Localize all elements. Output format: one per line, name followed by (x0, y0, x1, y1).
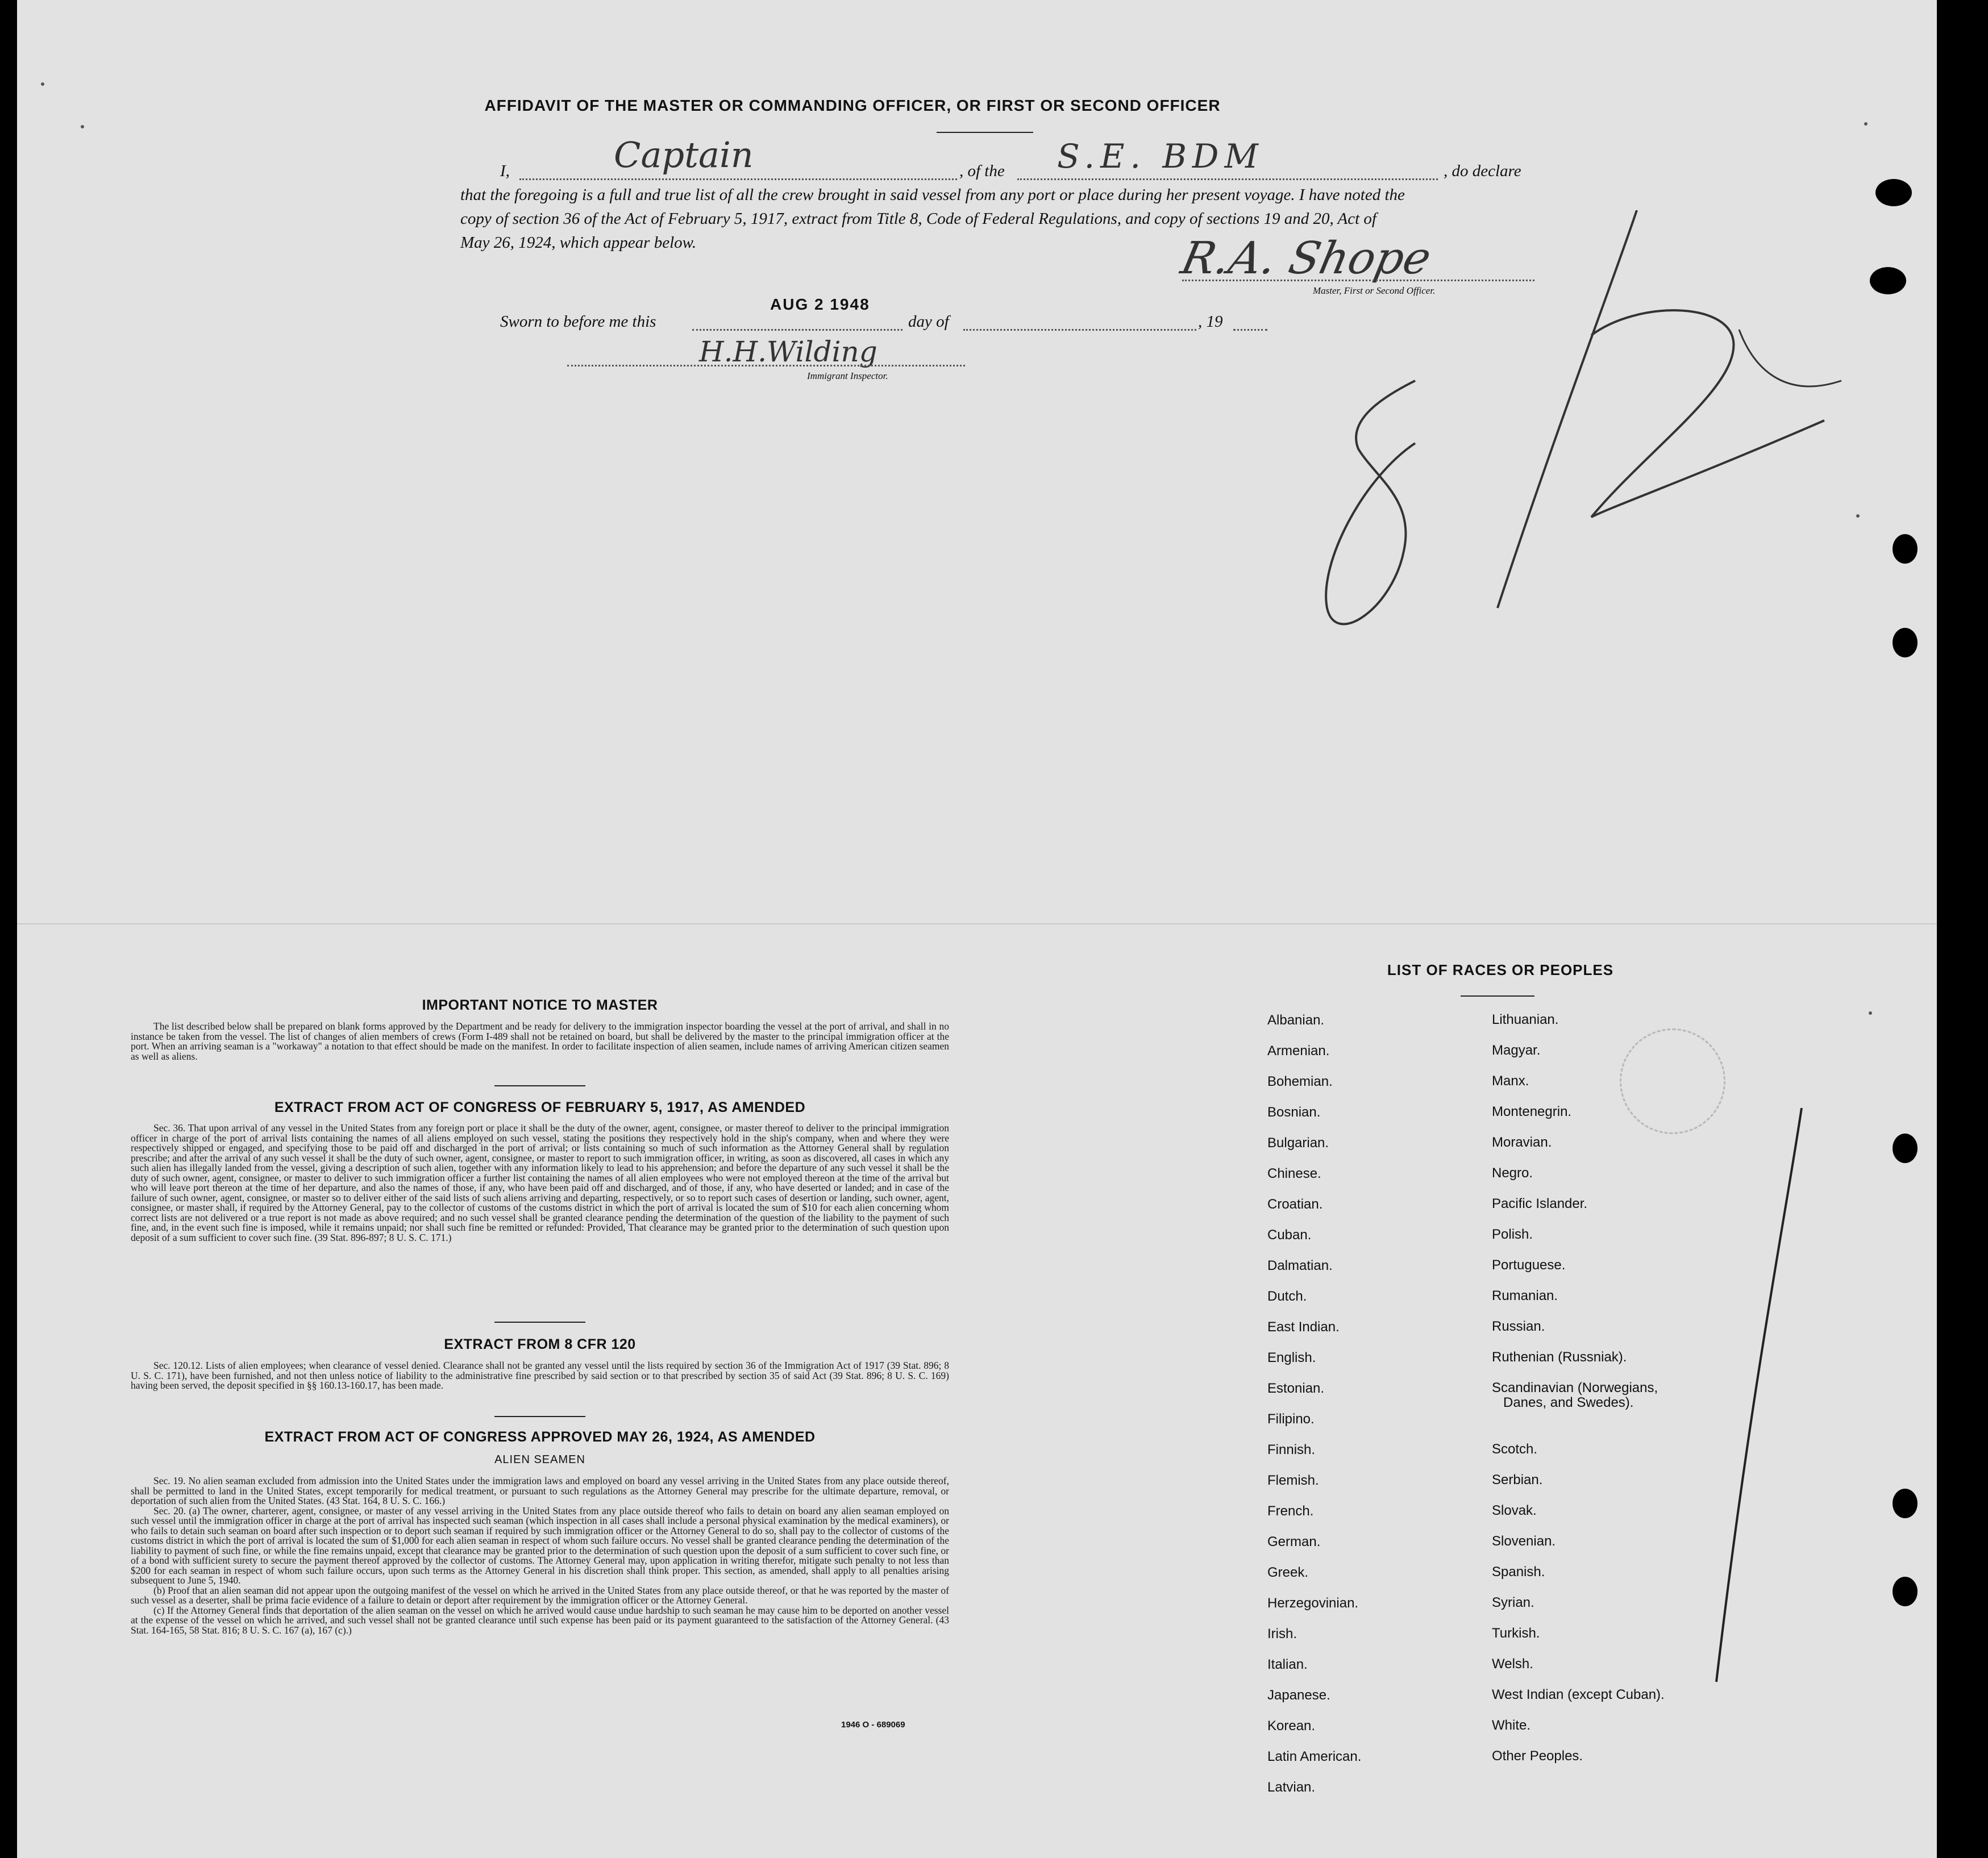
date-stamp: AUG 2 1948 (770, 295, 870, 313)
race-item: Spanish. (1492, 1564, 1545, 1580)
speck (1856, 514, 1860, 518)
race-item: Montenegrin. (1492, 1104, 1572, 1119)
notice-title: IMPORTANT NOTICE TO MASTER (422, 997, 658, 1013)
vessel-handwriting: S.E. BDM (1057, 137, 1264, 176)
speck (1869, 1011, 1872, 1015)
punch-hole (1893, 1489, 1918, 1518)
punch-hole (1875, 179, 1912, 206)
race-item: Turkish. (1492, 1626, 1540, 1641)
race-item: Finnish. (1267, 1442, 1316, 1457)
race-item: Negro. (1492, 1165, 1533, 1181)
sworn-label: Sworn to before me this (500, 313, 656, 331)
year-label: , 19 (1198, 313, 1223, 331)
extract-1917-title: EXTRACT FROM ACT OF CONGRESS OF FEBRUARY 5, 1917, AS AMENDED (274, 1099, 806, 1115)
race-item: Russian. (1492, 1319, 1545, 1334)
declaration-line-3: copy of section 36 of the Act of February 5, 1917, extract from Title 8, Code of Federal Regulations, and copy of sections 19 and 20, Act of (460, 210, 1376, 228)
race-item: Japanese. (1267, 1688, 1330, 1703)
race-item: Magyar. (1492, 1043, 1541, 1058)
cfr-paragraph: Sec. 120.12. Lists of alien employees; when clearance of vessel denied. Clearance shall not be granted any vessel until the lists required by section 36 of the Immigration Act of 1917 (39 Stat. 896; 8 U. S. C. 171), have been furnished, and not then unless notice of liability to the administrative fine prescribed by said section or to that prescribed by section 35 of said Act (39 Stat. 896; 8 U. S. C. 169) having been served, the deposit specified in §§ 160.13-160.17, has been made. (131, 1360, 949, 1391)
race-item: Croatian. (1267, 1197, 1323, 1212)
race-item: Latvian. (1267, 1780, 1316, 1795)
race-item: Rumanian. (1492, 1288, 1558, 1303)
race-item: Slovak. (1492, 1503, 1537, 1518)
captain-handwriting: Captain (614, 134, 754, 176)
race-item: Moravian. (1492, 1135, 1552, 1150)
punch-hole (1893, 628, 1918, 657)
race-item: Bulgarian. (1267, 1135, 1329, 1151)
race-item: Armenian. (1267, 1043, 1330, 1059)
notice-paragraph: The list described below shall be prepared on blank forms approved by the Department and be ready for delivery to the immigration inspector boarding the vessel at the port of arrival, and shall in no instance be taken from the vessel. The list of changes of alien members of crews (Form I-489 shall not be retained on board, but shall be delivered by the master to the principal immigration officer at the port. When an arriving seaman is a "workaway" a notation to that effect should be made on the manifest. In order to facilitate inspection of alien seamen, include names of arriving American citizen seamen as well as aliens. (131, 1020, 949, 1062)
handwritten-number-812 (1296, 210, 1864, 642)
handwritten-check-stroke (1699, 1108, 1813, 1699)
section-20c-paragraph: (c) If the Attorney General finds that deportation of the alien seaman on the vessel on which he arrived would cause undue hardship to such seaman he may cause him to be deported on another vessel at the expense of the vessel on which he arrived, and such vessel shall not be granted clearance until such expense has been paid or its payment guaranteed to the satisfaction of the Attorney General. (43 Stat. 164-165, 58 Stat. 816; 8 U. S. C. 167 (a), 167 (c).) (131, 1604, 949, 1636)
punch-hole (1870, 267, 1906, 294)
declaration-line-2: that the foregoing is a full and true list of all the crew brought in said vessel from any port or place during her present voyage. I have noted the (460, 186, 1405, 204)
inspector-line (567, 365, 965, 366)
sworn-line (500, 295, 1296, 335)
races-title: LIST OF RACES OR PEOPLES (1387, 961, 1614, 978)
section-20a-paragraph: Sec. 20. (a) The owner, charterer, agent, consignee, or master of any vessel arriving in the United States from any place outside thereof who fails to detain on board any alien seaman employed on such vessel until the immigration officer in charge at the port of arrival has inspected such seaman (which inspection in all cases shall include a personal physical examination by the medical examiners), or who fails to detain such seaman on board after such inspection or to deport such seaman if required by such immigration officer or the Attorney General to do so, shall pay to the collector of customs of the customs district in which the port of arrival is located the sum of $1,000 for each alien seaman in respect of whom such failure occurs. No vessel shall be granted clearance pending the determination of the liability to payment of such fine, or while the fine remains unpaid, except that clearance may be granted prior to the determination of such question upon the deposit of a sum sufficient to cover such fine, or of a bond with sufficient surety to secure the payment thereof approved by the collector of customs. The Attorney General may, upon application in writing therefor, mitigate such penalty to not less than $200 for each seaman in respect of whom such failure occurs, upon such terms as the Attorney General in his discretion shall think proper. This section, as amended, shall apply to all penalties arising subsequent to June 5, 1940. (131, 1505, 949, 1586)
title-rule (937, 132, 1033, 133)
races-rule (1461, 995, 1534, 997)
race-item: Dutch. (1267, 1289, 1307, 1304)
extract-1924-body (131, 1476, 949, 1635)
punch-hole (1893, 1577, 1918, 1606)
race-item: English. (1267, 1350, 1316, 1365)
race-item: Flemish. (1267, 1473, 1319, 1488)
rule-3 (494, 1416, 585, 1417)
declare-label: , do declare (1444, 162, 1521, 180)
master-signature: R.A. Shope (1176, 233, 1436, 284)
race-item: Lithuanian. (1492, 1012, 1559, 1027)
race-item: Scandinavian (Norwegians, Danes, and Swedes). (1492, 1380, 1658, 1410)
race-item: Ruthenian (Russniak). (1492, 1349, 1627, 1365)
race-item: Filipino. (1267, 1411, 1315, 1427)
race-item: Welsh. (1492, 1656, 1533, 1672)
rule-1 (494, 1085, 585, 1086)
section-19-paragraph: Sec. 19. No alien seaman excluded from admission into the United States under the immigration laws and employed on board any vessel arriving in the United States from any place outside thereof, shall be permitted to land in the United States, except temporarily for medical treatment, or pursuant to such regulations as the Attorney General may prescribe for the ultimate departure, removal, or deportation of such alien from the United States. (43 Stat. 164, 8 U. S. C. 166.) (131, 1475, 949, 1506)
race-item: Bohemian. (1267, 1074, 1333, 1089)
declaration-line-4: May 26, 1924, which appear below. (460, 234, 697, 252)
i-label: I, (500, 162, 510, 180)
fold-line (17, 923, 1937, 924)
inspector-signature: H.H.Wilding (699, 335, 877, 368)
race-item: Irish. (1267, 1626, 1297, 1642)
race-item: Albanian. (1267, 1013, 1325, 1028)
inspector-caption: Immigrant Inspector. (807, 370, 888, 381)
race-item: Manx. (1492, 1073, 1529, 1089)
punch-hole (1893, 534, 1918, 564)
race-item: Herzegovinian. (1267, 1595, 1359, 1611)
race-item: Serbian. (1492, 1472, 1543, 1488)
day-of-label: day of (908, 313, 949, 331)
section-20b-paragraph: (b) Proof that an alien seaman did not appear upon the outgoing manifest of the vessel on which he arrived in the United States from any place outside thereof, or that he was reported by the master of such vessel as a deserter, shall be prima facie evidence of a failure to detain or deport after requirement by the immigration officer or the Attorney General. (131, 1584, 949, 1606)
punch-hole (1893, 1134, 1918, 1163)
race-item: Greek. (1267, 1565, 1309, 1580)
year-blank (1233, 329, 1267, 331)
race-item: German. (1267, 1534, 1321, 1549)
faint-seal-impression (1620, 1028, 1725, 1134)
document-page (17, 0, 1937, 1858)
race-item: Polish. (1492, 1227, 1533, 1242)
race-item: Pacific Islander. (1492, 1196, 1588, 1211)
vessel-blank (1017, 178, 1438, 180)
race-item: Other Peoples. (1492, 1748, 1583, 1764)
notice-body (131, 1022, 949, 1061)
race-item: Syrian. (1492, 1595, 1534, 1610)
race-item: Bosnian. (1267, 1105, 1321, 1120)
race-item: Portuguese. (1492, 1257, 1566, 1273)
race-item: Chinese. (1267, 1166, 1321, 1181)
race-item: White. (1492, 1718, 1531, 1733)
rule-2 (494, 1322, 585, 1323)
race-item: East Indian. (1267, 1319, 1340, 1335)
month-blank (963, 329, 1196, 331)
sworn-day-blank (692, 329, 902, 331)
race-item: Italian. (1267, 1657, 1308, 1672)
affidavit-title: AFFIDAVIT OF THE MASTER OR COMMANDING OFFICER, OR FIRST OR SECOND OFFICER (484, 97, 1221, 114)
speck (41, 82, 44, 86)
race-item: Estonian. (1267, 1381, 1325, 1396)
alien-seamen-subtitle: ALIEN SEAMEN (494, 1453, 585, 1466)
speck (1864, 122, 1868, 126)
race-item: Latin American. (1267, 1749, 1362, 1764)
of-the-label: , of the (959, 162, 1005, 180)
declaration-line-1 (500, 134, 1546, 183)
race-item: Scotch. (1492, 1442, 1538, 1457)
race-item: West Indian (except Cuban). (1492, 1687, 1665, 1702)
race-item: Slovenian. (1492, 1534, 1556, 1549)
name-blank (519, 178, 957, 180)
race-item: Dalmatian. (1267, 1258, 1333, 1273)
extract-1917-body (131, 1123, 949, 1243)
race-item: Korean. (1267, 1718, 1316, 1734)
speck (81, 125, 84, 128)
cfr-body (131, 1361, 949, 1391)
print-code: 1946 O - 689069 (841, 1720, 905, 1730)
cfr-title: EXTRACT FROM 8 CFR 120 (444, 1336, 636, 1352)
extract-1917-paragraph: Sec. 36. That upon arrival of any vessel in the United States from any foreign port or place it shall be the duty of the owner, agent, consignee, or master thereof to deliver to the principal immigration officer in charge of the port of arrival lists containing the names of all aliens employed on such vessel, stating the positions they respectively hold in the ship's company, when and where they were respectively shipped or engaged, and specifying those to be paid off and discharged in the port of arrival; or lists containing so much of such information as the Attorney General shall by regulation prescribe; and after the arrival of any such vessel it shall be the duty of such owner, agent, consignee, or master to report to such immigration officer, in writing, as soon as discovered, all cases in which any such alien has illegally landed from the vessel, giving a description of such alien, together with any information likely to lead to his apprehension; and before the departure of any such vessel it shall be the duty of such owner, agent, consignee, or master to deliver to such immigration officer a further list containing the names of all alien employees who were not employed thereon at the time of the arrival but who will leave port thereon at the time of her departure, and also the names of those, if any, who have been paid off and discharged, and of those, if any, who have deserted or landed; and in case of the failure of such owner, agent, consignee, or master so to deliver either of the said lists of such aliens arriving and departing, respectively, or so to report such cases of desertion or landing, such owner, agent, consignee, or master shall, if required by the Attorney General, pay to the collector of customs of the customs district in which the port of arrival is located the sum of $10 for each alien concerning whom correct lists are not delivered or a true report is not made as above required; and no such vessel shall be granted clearance pending the determination of the question of the liability to the payment of such fine, and, in the event such fine is imposed, while it remains unpaid; nor shall such fine be remitted or refunded: Provided, That clearance may be granted prior to the determination of such question upon deposit of a sum sufficient to cover such fine. (39 Stat. 896-897; 8 U. S. C. 171.) (131, 1122, 949, 1243)
race-item: French. (1267, 1503, 1314, 1519)
extract-1924-title: EXTRACT FROM ACT OF CONGRESS APPROVED MAY 26, 1924, AS AMENDED (264, 1429, 816, 1445)
race-item: Cuban. (1267, 1227, 1312, 1243)
signature-caption: Master, First or Second Officer. (1313, 285, 1436, 296)
